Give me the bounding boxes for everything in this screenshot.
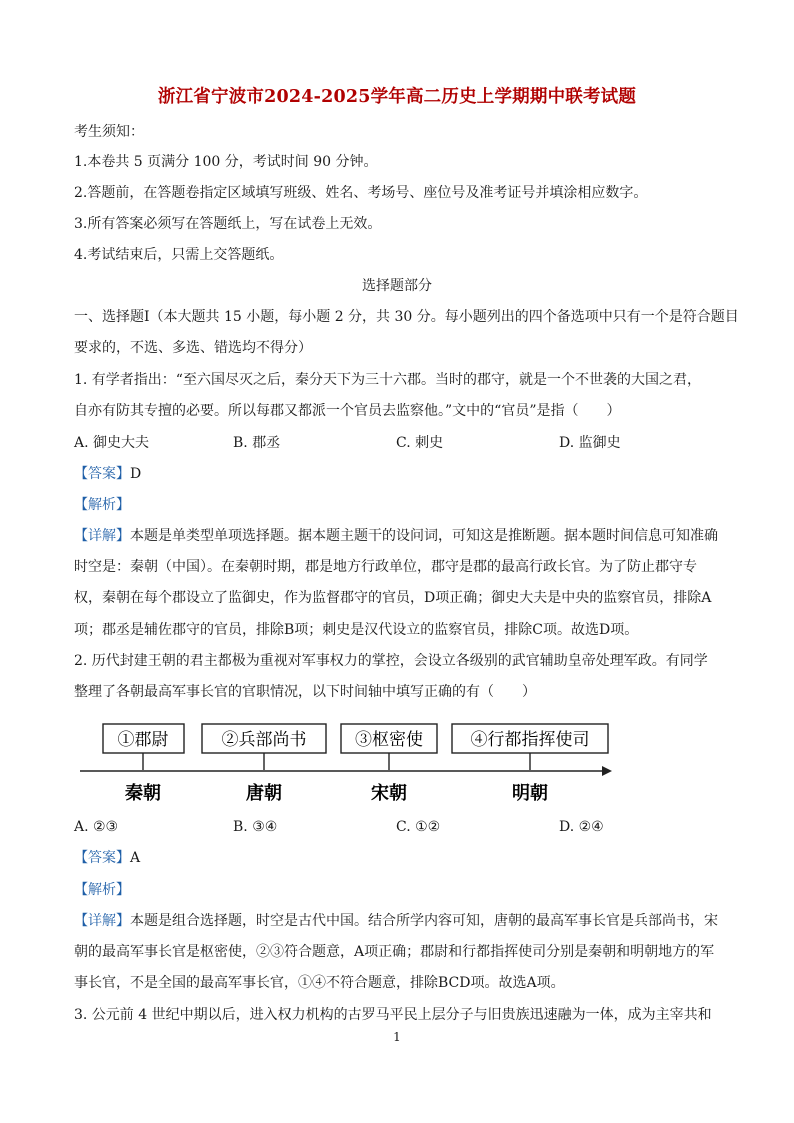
q1-option-a: A. 御史大夫: [74, 435, 150, 451]
part-intro: 一、选择题Ⅰ（本大题共 15 小题，每小题 2 分，共 30 分。每小题列出的四个备选项中只有一个是符合题目: [74, 309, 739, 325]
document-title: 浙江省宁波市2024-2025学年高二历史上学期期中联考试题: [157, 87, 637, 107]
timeline-axis: [80, 766, 612, 776]
q2-option-d: D. ②④: [559, 819, 604, 835]
svg-text:④行都指挥使司: ④行都指挥使司: [470, 730, 590, 750]
q1-stem: 1. 有学者指出：“至六国尽灭之后，秦分天下为三十六郡。当时的郡守，就是一个不世袭的大国之君，: [74, 372, 701, 388]
q2-analysis-tag: [74, 880, 724, 900]
q1-detail-text: 项；郡丞是辅佐郡守的官员，排除B项；刺史是汉代设立的监察官员，排除C项。故选D项。: [74, 622, 639, 638]
timeline-box-2: [202, 724, 326, 770]
era-label-ming: 明朝: [512, 783, 548, 804]
analysis-tag: 【解析】: [74, 497, 130, 513]
page-number: 1: [393, 1030, 401, 1044]
q2-detail-text: 事长官，不是全国的最高军事长官，①④不符合题意，排除BCD项。故选A项。: [74, 975, 565, 991]
q1-detail-text: 本题是单类型单项选择题。据本题主题干的设问词，可知这是推断题。据本题时间信息可知准确: [130, 528, 718, 544]
notice-item: 1.本卷共 5 页满分 100 分，考试时间 90 分钟。: [74, 154, 378, 170]
q1-answer: [74, 464, 724, 484]
svg-text:③枢密使: ③枢密使: [355, 730, 423, 750]
q1-option-c: C. 刺史: [396, 435, 444, 451]
notice-item: 4.考试结束后，只需上交答题纸。: [74, 247, 284, 263]
section-title: 选择题部分: [362, 278, 432, 294]
q1-option-b: B. 郡丞: [233, 435, 281, 451]
answer-tag: 【答案】: [74, 850, 130, 866]
q1-detail-text: 时空是：秦朝（中国）。在秦朝时期，郡是地方行政单位，郡守是郡的最高行政长官。为了防止郡守专: [74, 559, 697, 575]
notice-heading: 考生须知：: [74, 124, 144, 140]
q2-answer: [74, 848, 724, 868]
detail-tag: 【详解】: [74, 528, 130, 544]
q1-option-d: D. 监御史: [559, 435, 621, 451]
timeline-box-3: [341, 724, 437, 770]
q2-option-a: A. ②③: [74, 819, 119, 835]
svg-text:②兵部尚书: ②兵部尚书: [221, 730, 307, 750]
timeline-box-1: [103, 724, 184, 770]
q2-option-b: B. ③④: [233, 819, 278, 835]
analysis-tag: 【解析】: [74, 882, 130, 898]
notice-item: 3.所有答案必须写在答题纸上，写在试卷上无效。: [74, 216, 382, 232]
q2-option-c: C. ①②: [396, 819, 441, 835]
q2-stem: 2. 历代封建王朝的君主都极为重视对军事权力的掌控，会设立各级别的武官辅助皇帝处理军政。有同学: [74, 653, 708, 669]
q1-detail: [74, 526, 724, 546]
q2-stem: 整理了各朝最高军事长官的官职情况，以下时间轴中填写正确的有（ ）: [74, 684, 536, 700]
q2-answer-value: A: [130, 850, 141, 866]
era-label-song: 宋朝: [371, 783, 407, 804]
era-label-qin: 秦朝: [125, 783, 161, 804]
svg-text:①郡尉: ①郡尉: [117, 730, 169, 750]
dynasty-timeline: [76, 718, 616, 810]
q2-detail-text: 本题是组合选择题，时空是古代中国。结合所学内容可知，唐朝的最高军事长官是兵部尚书，宋: [130, 913, 718, 929]
notice-item: 2.答题前，在答题卷指定区域填写班级、姓名、考场号、座位号及准考证号并填涂相应数字。: [74, 185, 648, 201]
q1-answer-value: D: [130, 466, 142, 482]
q1-detail-text: 权，秦朝在每个郡设立了监御史，作为监督郡守的官员，D项正确；御史大夫是中央的监察官员，排除A: [74, 590, 712, 606]
era-label-tang: 唐朝: [246, 783, 282, 804]
detail-tag: 【详解】: [74, 913, 130, 929]
q1-stem: 自亦有防其专擅的必要。所以每郡又都派一个官员去监察他。”文中的“官员”是指（ ）: [74, 403, 621, 419]
answer-tag: 【答案】: [74, 466, 130, 482]
q2-detail: [74, 911, 724, 931]
part-intro: 要求的，不选、多选、错选均不得分）: [74, 340, 312, 356]
q2-detail-text: 朝的最高军事长官是枢密使，②③符合题意，A项正确；郡尉和行都指挥使司分别是秦朝和明朝地方的军: [74, 944, 715, 960]
q3-stem: 3. 公元前 4 世纪中期以后，进入权力机构的古罗马平民上层分子与旧贵族迅速融为一体，成为主宰共和: [74, 1007, 712, 1023]
q1-analysis-tag: [74, 495, 724, 515]
timeline-box-4: [452, 724, 608, 770]
